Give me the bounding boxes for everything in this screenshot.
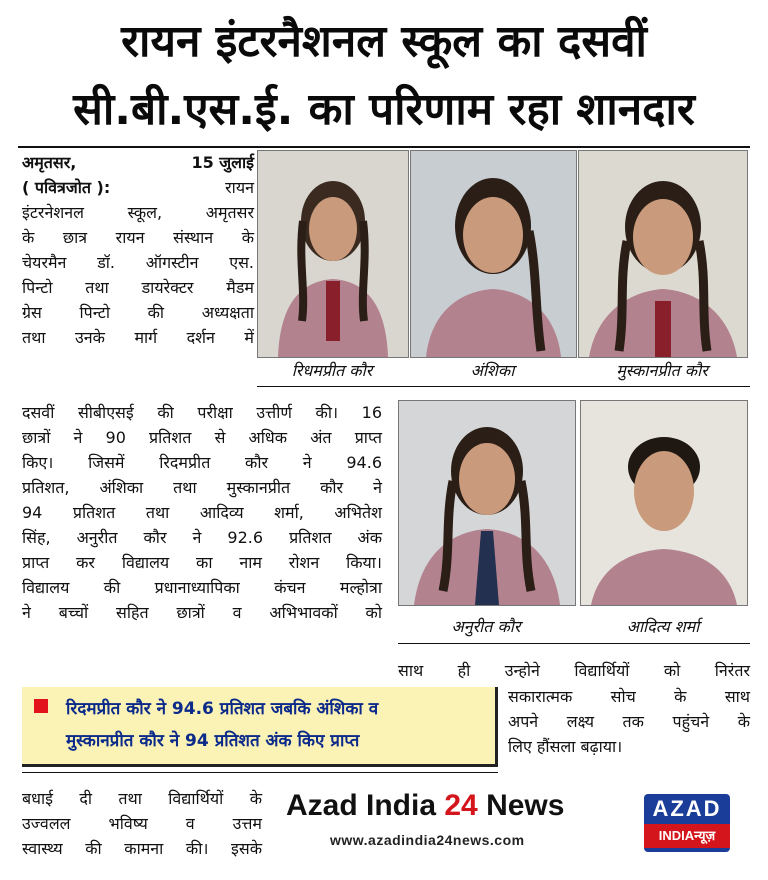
callout-divider (22, 772, 498, 773)
logo-top-text: AZAD (652, 796, 722, 821)
article-column-3 (22, 786, 262, 861)
article-column-4b (508, 684, 750, 759)
col2-line: छात्रों ने 90 प्रतिशत से अधिक अंत प्राप्त (22, 428, 382, 447)
col1-line: चेयरमैन डॉ. ऑगस्टीन एस. (22, 253, 254, 272)
col1-line: तथा उनके मार्ग दर्शन में (22, 328, 254, 347)
photo-caption-1: रिधमप्रीत कौर (291, 361, 373, 380)
callout-line-1: रिदमप्रीत कौर ने 94.6 प्रतिशत जबकि अंशिका व (66, 699, 379, 719)
student-photo-2 (410, 150, 577, 358)
article-column-2 (22, 400, 382, 625)
reporter: ( पवित्रजोत ): (22, 178, 111, 197)
headline-line-2: सी.बी.एस.ई. का परिणाम रहा शानदार (73, 84, 695, 135)
brand-part: News (477, 789, 565, 822)
col2-line: सिंह, अनुरीत कौर ने 92.6 प्रतिशत अंक (22, 528, 382, 547)
brand-name (286, 788, 564, 824)
col2-line: प्रतिशत, अंशिका तथा मुस्कानप्रीत कौर ने (22, 478, 382, 497)
col4-line: सकारात्मक सोच के साथ (508, 687, 750, 706)
headline-line-1: रायन इंटरनैशनल स्कूल का दसवीं (121, 16, 647, 67)
highlight-callout (22, 687, 498, 767)
student-photo-3 (578, 150, 748, 358)
logo-bottom-text: INDIAन्यूज़ (644, 824, 730, 848)
callout-line-2: मुस्कानप्रीत कौर ने 94 प्रतिशत अंक किए प्राप्त (66, 731, 360, 751)
col3-line: स्वास्थ्य की कामना की। इसके (22, 839, 262, 858)
date: 15 जुलाई (191, 153, 254, 172)
bullet-square-icon (34, 699, 48, 713)
col2-line: किए। जिसमें रिदमप्रीत कौर ने 94.6 (22, 453, 382, 472)
article-column-1 (22, 150, 254, 350)
portrait-icon (579, 151, 747, 357)
col2-line: प्राप्त कर विद्यालय का नाम रोशन किया। (22, 553, 382, 572)
photo-caption-2: अंशिका (470, 361, 515, 380)
col2-line: दसवीं सीबीएसई की परीक्षा उत्तीर्ण की। 16 (22, 403, 382, 422)
col4-line: अपने लक्ष्य तक पहुंचने के (508, 712, 750, 731)
col3-line: बधाई दी तथा विद्यार्थियों के (22, 789, 262, 808)
portrait-icon (399, 401, 575, 605)
portrait-icon (581, 401, 747, 605)
azad-india-logo (644, 794, 730, 852)
col1-line: के छात्र रायन संस्थान के (22, 228, 254, 247)
photo-caption-4: अनुरीत कौर (451, 617, 521, 636)
student-photo-4 (398, 400, 576, 606)
portrait-icon (258, 151, 408, 357)
photo-divider-top (257, 386, 750, 387)
website-url: www.azadindia24news.com (330, 832, 525, 848)
brand-number: 24 (444, 789, 478, 822)
col2-line: ने बच्चों सहित छात्रों व अभिभावकों को (22, 603, 382, 622)
headline-divider (18, 146, 750, 148)
col3-line: उज्वलल भविष्य व उत्तम (22, 814, 262, 833)
col1-line: इंटरनेशनल स्कूल, अमृतसर (22, 203, 254, 222)
article-column-4 (398, 658, 750, 683)
col2-line: विद्यालय की प्रधानाध्यापिका कंचन मल्होत्रा (22, 578, 382, 597)
col2-line: 94 प्रतिशत तथा आदिव्य शर्मा, अभितेश (22, 503, 382, 522)
col4-line: लिए हौंसला बढ़ाया। (508, 737, 623, 756)
col1-line: पिन्टो तथा डायरेक्टर मैडम (22, 278, 254, 297)
col4-line: साथ ही उन्होने विद्यार्थियों को निरंतर (398, 661, 750, 680)
dateline: अमृतसर, (22, 153, 77, 172)
student-photo-1 (257, 150, 409, 358)
student-photo-5 (580, 400, 748, 606)
photo-divider-bottom (398, 643, 750, 644)
col1-line: रायन (225, 178, 254, 197)
portrait-icon (411, 151, 576, 357)
photo-caption-3: मुस्कानप्रीत कौर (616, 361, 708, 380)
col1-line: ग्रेस पिन्टो की अध्यक्षता (22, 303, 254, 322)
brand-part: Azad India (286, 789, 445, 822)
photo-caption-5: आदित्य शर्मा (626, 617, 700, 636)
